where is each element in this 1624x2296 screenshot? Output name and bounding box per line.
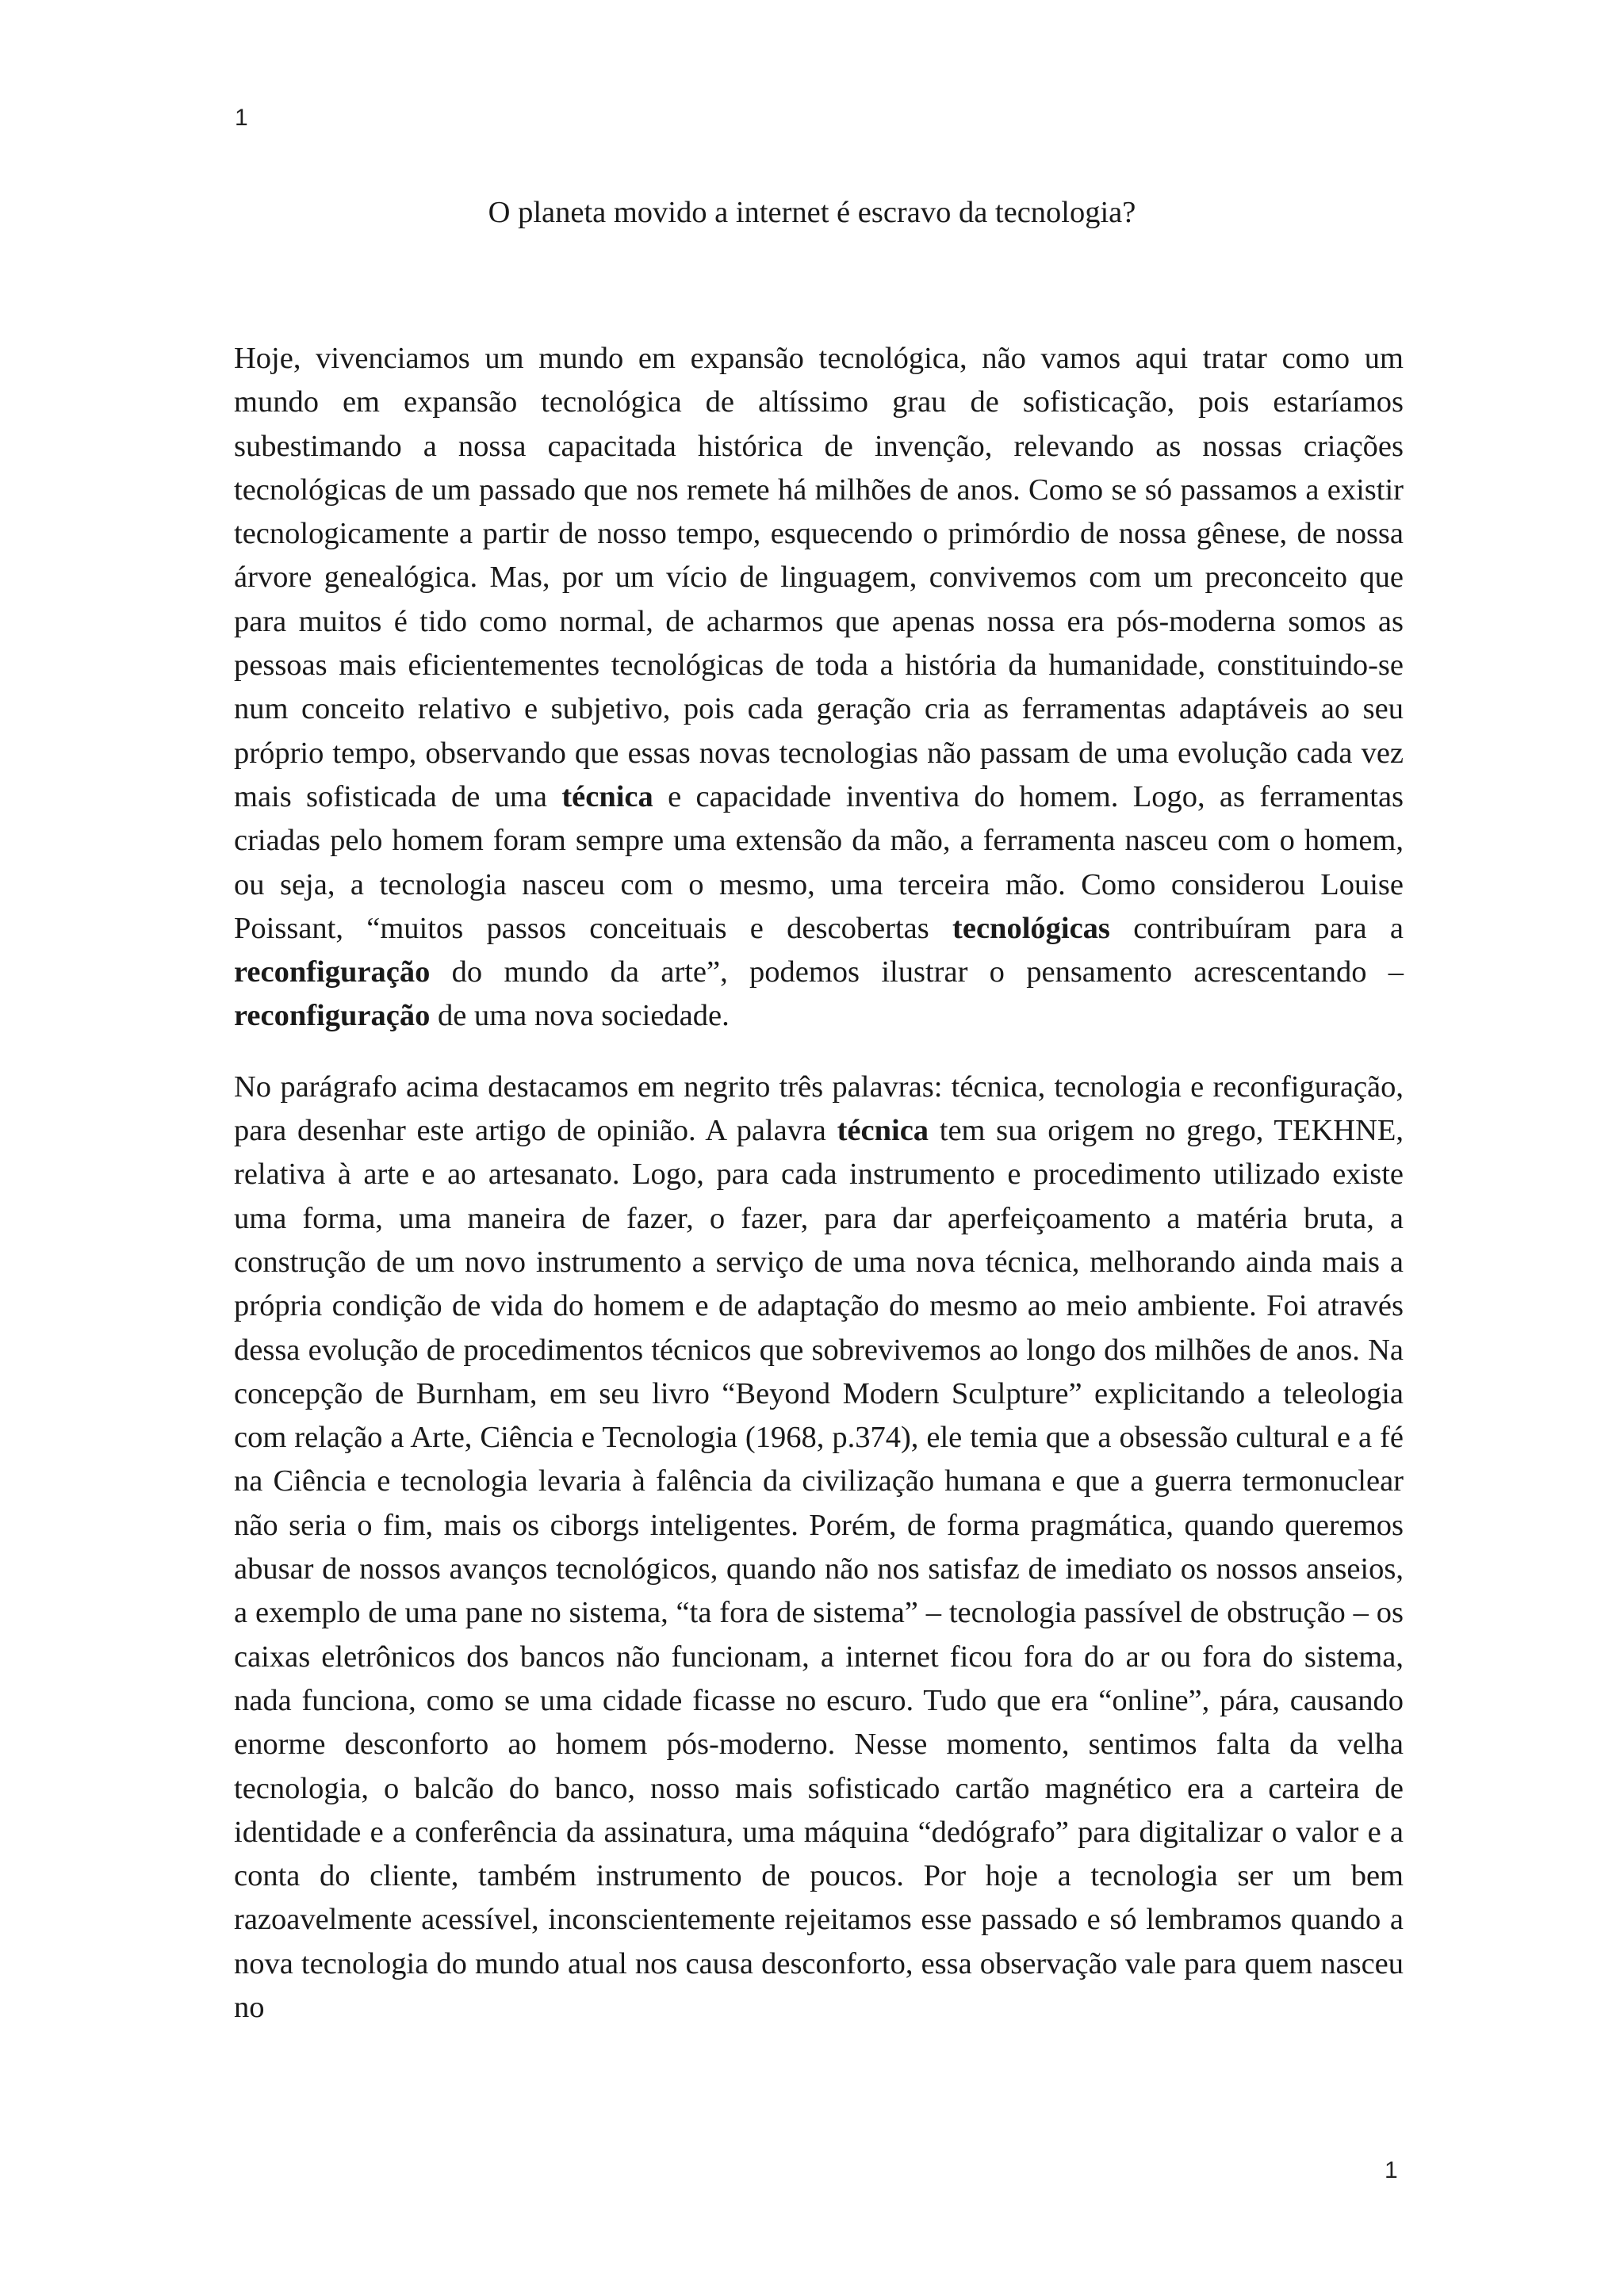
page-number-top: 1 [235, 105, 248, 131]
paragraph-1-text-2: e capacidade inventiva do homem. Logo, as ferramentas criadas pelo homem foram sempre uma extensão da mão, a ferramenta nasceu com o homem, ou seja, a tecnologia nasceu com o mesmo, uma terceira mão. Como considerou Louise Poissant, “muitos passos conceituais e descobertas [234, 779, 1404, 945]
paragraph-2 [234, 1066, 1404, 2030]
article-title: O planeta movido a internet é escravo da tecnologia? [488, 196, 1136, 229]
paragraph-2-text-1: No parágrafo acima destacamos em negrito três palavras: técnica, tecnologia e reconfiguração, para desenhar este artigo de opinião. A palavra [234, 1070, 1404, 1148]
article-body [234, 337, 1404, 2030]
bold-term-tecnica-2: técnica [837, 1114, 929, 1148]
bold-term-reconfiguracao-2: reconfiguração [234, 999, 431, 1033]
paragraph-1-text-3: contribuíram para a [1133, 911, 1404, 945]
paragraph-1-text-4: do mundo da arte”, podemos ilustrar o pensamento acrescentando – [451, 955, 1404, 989]
bold-term-tecnica: técnica [561, 779, 653, 813]
page-number-bottom: 1 [1385, 2157, 1398, 2183]
bold-term-tecnologicas: tecnológicas [952, 911, 1110, 945]
bold-term-reconfiguracao: reconfiguração [234, 955, 431, 989]
paragraph-2-text-2: tem sua origem no grego, TEKHNE, relativa à arte e ao artesanato. Logo, para cada instrumento e procedimento utilizado existe uma forma, uma maneira de fazer, o fazer, para dar aperfeiçoamento a matéria bruta, a construção de um novo instrumento a serviço de uma nova técnica, melhorando ainda mais a própria condição de vida do homem e de adaptação do mesmo ao meio ambiente. Foi através dessa evolução de procedimentos técnicos que sobrevivemos ao longo dos milhões de anos. Na concepção de Burnham, em seu livro “Beyond Modern Sculpture” explicitando a teleologia com relação a Arte, Ciência e Tecnologia (1968, p.374), ele temia que a obsessão cultural e a fé na Ciência e tecnologia levaria à falência da civilização humana e que a guerra termonuclear não seria o fim, mais os ciborgs inteligentes. Porém, de forma pragmática, quando queremos abusar de nossos avanços tecnológicos, quando não nos satisfaz de imediato os nossos anseios, a exemplo de uma pane no sistema, “ta fora de sistema” – tecnologia passível de obstrução – os caixas eletrônicos dos bancos não funcionam, a internet ficou fora do ar ou fora do sistema, nada funciona, como se uma cidade ficasse no escuro. Tudo que era “online”, pára, causando enorme desconforto ao homem pós-moderno. Nesse momento, sentimos falta da velha tecnologia, o balcão do banco, nosso mais sofisticado cartão magnético era a carteira de identidade e a conferência da assinatura, uma máquina “dedógrafo” para digitalizar o valor e a conta do cliente, também instrumento de poucos. Por hoje a tecnologia ser um bem razoavelmente acessível, inconscientemente rejeitamos esse passado e só lembramos quando a nova tecnologia do mundo atual nos causa desconforto, essa observação vale para quem nasceu no [234, 1114, 1404, 2024]
paragraph-1-text-5: de uma nova sociedade. [437, 999, 730, 1033]
paragraph-1 [234, 337, 1404, 1039]
paragraph-1-text-1: Hoje, vivenciamos um mundo em expansão tecnológica, não vamos aqui tratar como um mundo em expansão tecnológica de altíssimo grau de sofisticação, pois estaríamos subestimando a nossa capacitada histórica de invenção, relevando as nossas criações tecnológicas de um passado que nos remete há milhões de anos. Como se só passamos a existir tecnologicamente a partir de nosso tempo, esquecendo o primórdio de nossa gênese, de nossa árvore genealógica. Mas, por um vício de linguagem, convivemos com um preconceito que para muitos é tido como normal, de acharmos que apenas nossa era pós-moderna somos as pessoas mais eficientementes tecnológicas de toda a história da humanidade, constituindo-se num conceito relativo e subjetivo, pois cada geração cria as ferramentas adaptáveis ao seu próprio tempo, observando que essas novas tecnologias não passam de uma evolução cada vez mais sofisticada de uma [234, 342, 1404, 813]
